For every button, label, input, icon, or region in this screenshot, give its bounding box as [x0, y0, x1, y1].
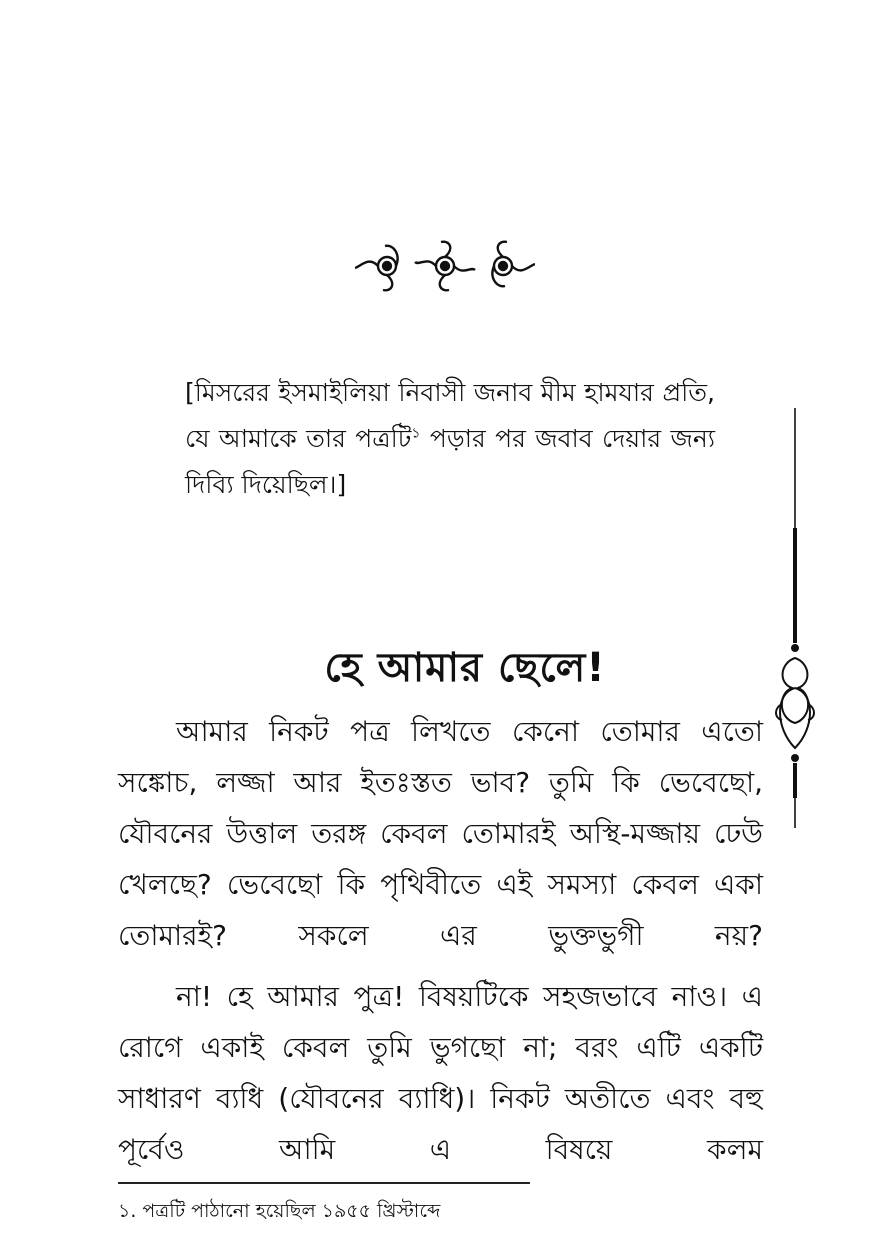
- footnote-marker: ১: [411, 425, 421, 442]
- footnote-divider: [118, 1182, 530, 1184]
- footnote: ১. পত্রটি পাঠানো হয়েছিল ১৯৫৫ খ্রিস্টাব্দে: [118, 1200, 441, 1222]
- body-paragraph: না! হে আমার পুত্র! বিষয়টিকে সহজভাবে নাও। এ রোগে একাই কেবল তুমি ভুগছো না; বরং এটি একটি সাধারণ ব্যধি (যৌবনের ব্যাধি)। নিকট অতীতে এবং বহু পূর্বেও আমি এ বিষয়ে কলম: [118, 980, 763, 1166]
- letter-heading: হে আমার ছেলে!: [324, 645, 606, 691]
- intro-note: [185, 370, 715, 508]
- intro-text-continued: পড়ার পর জবাব দেয়ার জন্য দিব্যি দিয়েছিল।]: [185, 424, 715, 499]
- side-vertical-ornament: [770, 408, 820, 828]
- top-floral-ornament: [355, 236, 535, 296]
- intro-text: [মিসরের ইসমাইলিয়া নিবাসী জনাব মীম হামযার প্রতি, যে আমাকে তার পত্রটি: [185, 378, 715, 453]
- letter-body: [118, 706, 763, 1175]
- body-paragraph: আমার নিকট পত্র লিখতে কেনো তোমার এতো সঙ্কোচ, লজ্জা আর ইতঃস্তত ভাব? তুমি কি ভেবেছো, যৌবনের উত্তাল তরঙ্গ কেবল তোমারই অস্থি-মজ্জায় ঢেউ খেলছে? ভেবেছো কি পৃথিবীতে এই সমস্যা কেবল একা তোমারই? সকলে এর ভুক্তভুগী নয়?: [118, 715, 763, 952]
